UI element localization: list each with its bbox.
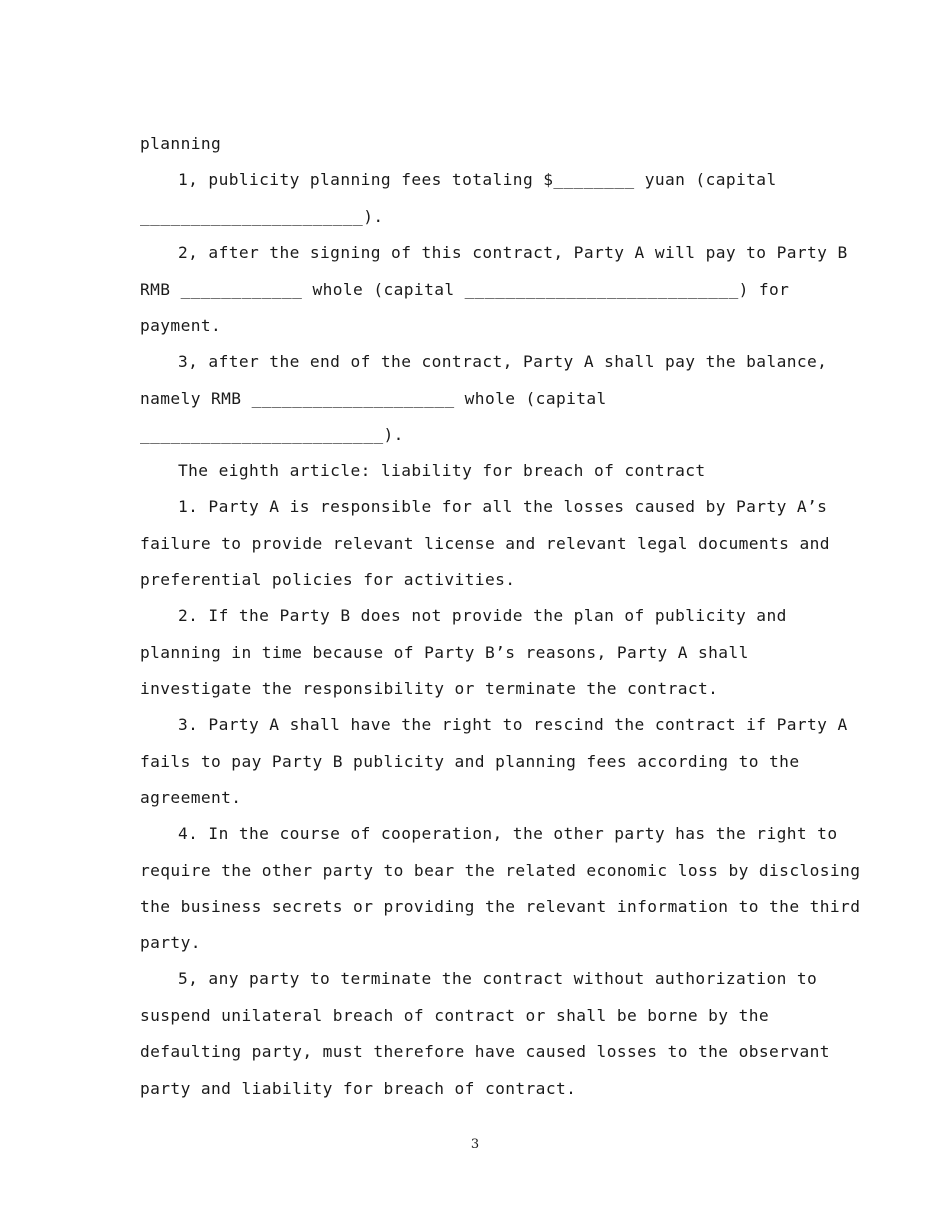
text-line: ______________________). bbox=[140, 207, 384, 226]
text-line: investigate the responsibility or terminate the contract. bbox=[140, 679, 719, 698]
text-line: agreement. bbox=[140, 788, 242, 807]
text-line: require the other party to bear the related economic loss by disclosing bbox=[140, 861, 861, 880]
text-line: 2, after the signing of this contract, Party A will pay to Party B bbox=[178, 243, 848, 262]
text-line: suspend unilateral breach of contract or shall be borne by the bbox=[140, 1006, 770, 1025]
text-line: planning in time because of Party B’s reasons, Party A shall bbox=[140, 643, 749, 662]
text-line: 5, any party to terminate the contract without authorization to bbox=[178, 969, 818, 988]
text-line: party and liability for breach of contract. bbox=[140, 1079, 577, 1098]
text-line: RMB ____________ whole (capital ___________________________) for bbox=[140, 280, 790, 299]
text-line: 1, publicity planning fees totaling $________ yuan (capital bbox=[178, 170, 777, 189]
section-heading: The eighth article: liability for breach of contract bbox=[178, 461, 706, 480]
text-line: 1. Party A is responsible for all the losses caused by Party A’s bbox=[178, 497, 828, 516]
text-line: ________________________). bbox=[140, 425, 404, 444]
text-line: defaulting party, must therefore have caused losses to the observant bbox=[140, 1042, 830, 1061]
text-line: 3. Party A shall have the right to rescind the contract if Party A bbox=[178, 715, 848, 734]
text-line: preferential policies for activities. bbox=[140, 570, 516, 589]
text-line: party. bbox=[140, 933, 201, 952]
page-number: 3 bbox=[470, 1137, 480, 1152]
text-line: 4. In the course of cooperation, the other party has the right to bbox=[178, 824, 838, 843]
text-line: 2. If the Party B does not provide the plan of publicity and bbox=[178, 606, 787, 625]
text-line: the business secrets or providing the relevant information to the third bbox=[140, 897, 861, 916]
text-line: failure to provide relevant license and relevant legal documents and bbox=[140, 534, 830, 553]
text-line: fails to pay Party B publicity and planning fees according to the bbox=[140, 752, 800, 771]
text-line: planning bbox=[140, 134, 222, 153]
text-line: payment. bbox=[140, 316, 222, 335]
text-line: 3, after the end of the contract, Party A shall pay the balance, bbox=[178, 352, 828, 371]
text-line: namely RMB ____________________ whole (capital bbox=[140, 389, 607, 408]
